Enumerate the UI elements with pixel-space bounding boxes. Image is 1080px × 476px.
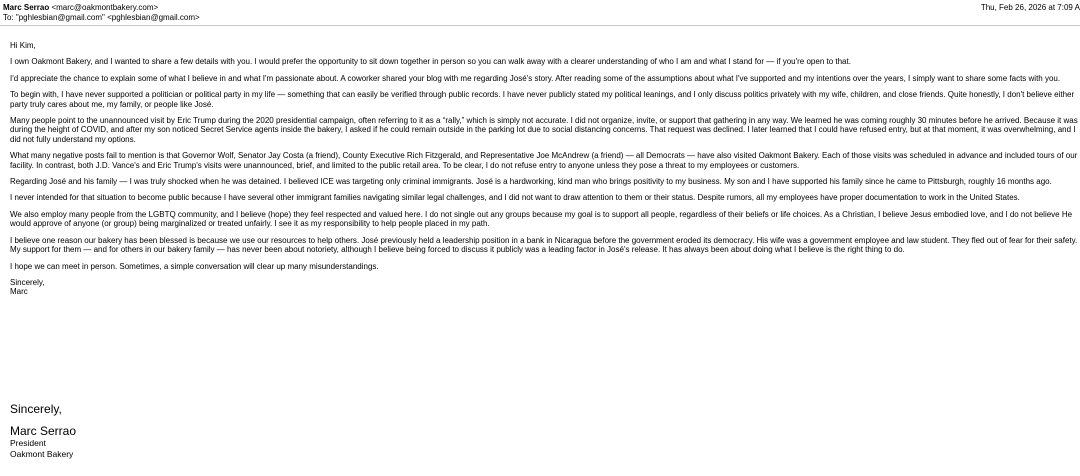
greeting: Hi Kim, bbox=[10, 41, 36, 50]
signature-title: President bbox=[10, 438, 46, 448]
to-line: To: "pghlesbian@gmail.com" <pghlesbian@gmail.com> bbox=[3, 13, 200, 22]
paragraph: What many negative posts fail to mention is that Governor Wolf, Senator Jay Costa (a friend), County Executive Rich Fitzgerald, and Representative Joe McAndrew (a friend) — all Democrats — have also visited Oakmont Bakery. Each of those visits was scheduled in advance and included tours of our facility. In contrast, both J.D. Vance's and Eric Trump's visits were unannounced, brief, and limited to the public retail area. To be clear, I do not refuse entry to anyone unless they pose a threat to my employees or customers. bbox=[10, 151, 1078, 170]
closing-name: Marc bbox=[10, 287, 28, 297]
paragraph: I'd appreciate the chance to explain some of what I believe in and what I'm passionate about. A coworker shared your blog with me regarding José's story. After reading some of the assumptions about what I've supported and my intentions over the years, I simply want to share some facts with you. bbox=[10, 73, 1061, 83]
signature-company: Oakmont Bakery bbox=[10, 449, 74, 459]
paragraph: Many people point to the unannounced visit by Eric Trump during the 2020 presidential campaign, often referring to it as a “rally,” which is simply not accurate. I did not organize, invite, or support that gathering in any way. We learned he was coming roughly 30 minutes before he arrived. Because it was during the height of COVID, and after my son noticed Secret Service agents inside the bakery, I asked if he could remain outside in the parking lot due to social distancing concerns. That request was declined. I later learned that I could have refused entry, but at that moment, it was overwhelming, and I did not fully understand my options. bbox=[10, 116, 1078, 144]
email-date: Thu, Feb 26, 2026 at 7:09 A bbox=[980, 3, 1080, 12]
paragraph: I own Oakmont Bakery, and I wanted to share a few details with you. I would prefer the opportunity to sit down together in person so you can walk away with a clearer understanding of who I am and what I stand for — if you're open to that. bbox=[10, 57, 851, 67]
closing bbox=[10, 278, 1078, 297]
paragraph: To begin with, I have never supported a politician or political party in my life — something that can easily be verified through public records. I have never publicly stated my political leanings, and I only discuss politics privately with my wife, children, and close friends. Quite honestly, I don't believe either party truly cares about me, my family, or people like José. bbox=[10, 90, 1075, 109]
paragraph: Regarding José and his family — I was truly shocked when he was detained. I believed ICE was targeting only criminal immigrants. José is a hardworking, kind man who brings positivity to my business. My son and I have supported his family since he came to Pittsburgh, roughly 16 months ago. bbox=[10, 177, 1052, 187]
signature-block bbox=[10, 403, 76, 460]
sender-name[interactable]: Marc Serrao bbox=[3, 3, 50, 12]
from-line bbox=[3, 3, 1080, 13]
closing-word: Sincerely, bbox=[10, 277, 45, 287]
paragraph: I hope we can meet in person. Sometimes, a simple conversation will clear up many misunderstandings. bbox=[10, 261, 379, 271]
paragraph: I believe one reason our bakery has been blessed is because we use our resources to help others. José previously held a leadership position in a bank in Nicaragua before the government eroded its democracy. His wife was a government employee and law student. They fled out of fear for their safety. My support for them — and for others in our bakery family — has never been about notoriety, although I believe being forced to discuss it publicly was a leading factor in José's release. It has always been about doing what I believe is the right thing to do. bbox=[10, 235, 1078, 255]
signature-name: Marc Serrao bbox=[10, 424, 77, 438]
signature-sincerely: Sincerely, bbox=[10, 402, 62, 416]
header-divider bbox=[0, 25, 1080, 26]
paragraph: We also employ many people from the LGBTQ community, and I believe (hope) they feel respected and valued here. I do not single out any groups because my goal is to support all people, regardless of their beliefs or life choices. As a Christian, I believe Jesus embodied love, and I do not believe He would approve of anyone (or group) being marginalized or treated unfairly. I see it as my responsibility to help people placed in my path. bbox=[10, 209, 1073, 229]
email-header bbox=[3, 3, 1080, 23]
sender-address[interactable]: <marc@oakmontbakery.com> bbox=[49, 3, 159, 12]
email-body bbox=[10, 41, 1078, 304]
paragraph: I never intended for that situation to become public because I have several other immigrant families navigating similar legal challenges, and I did not want to draw attention to them or their status. Despite rumors, all my employees have proper documentation to work in the United States. bbox=[10, 193, 1020, 203]
